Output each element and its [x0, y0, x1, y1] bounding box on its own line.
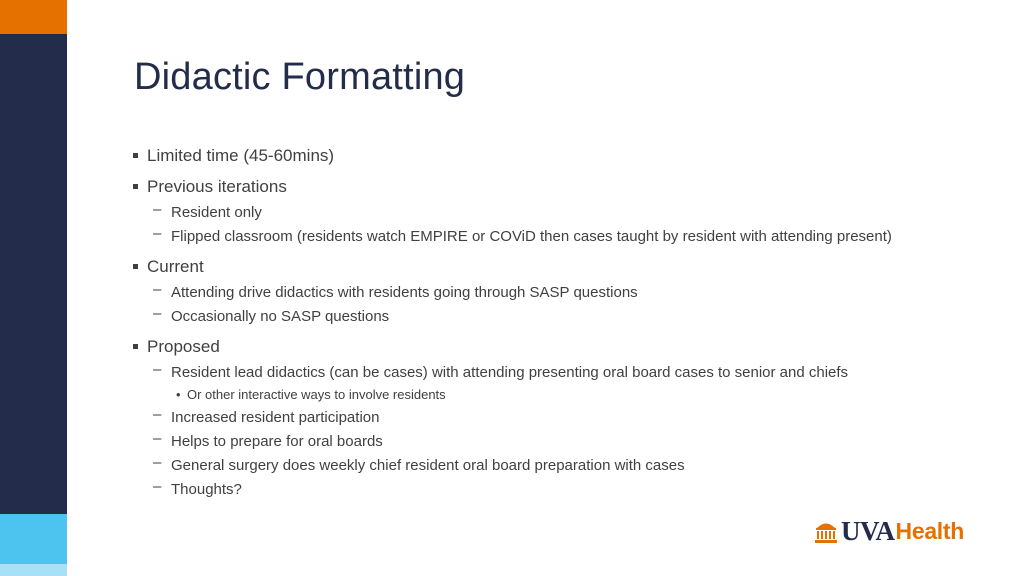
dash-bullet-icon: –: [153, 305, 162, 322]
bullet-level2: [133, 432, 993, 452]
bullet-level2: [133, 307, 993, 327]
bullet-level2: [133, 283, 993, 303]
section-limited-time: [133, 145, 993, 167]
dash-bullet-icon: –: [153, 225, 162, 242]
bullet-level2: [133, 227, 993, 247]
dash-bullet-icon: –: [153, 361, 162, 378]
section-previous-iterations: [133, 176, 993, 247]
dash-bullet-icon: –: [153, 454, 162, 471]
rotunda-icon: [815, 519, 837, 543]
bullet-text: Resident lead didactics (can be cases) with attending presenting oral board cases to senior and chiefs: [171, 364, 849, 381]
dash-bullet-icon: –: [153, 478, 162, 495]
bullet-level2: [133, 480, 993, 500]
uva-health-logo: [815, 516, 964, 546]
sidebar-orange-band: [0, 0, 67, 34]
bullet-text: General surgery does weekly chief resident oral board preparation with cases: [171, 457, 685, 474]
bullet-level2: [133, 408, 993, 428]
bullet-level3: [133, 386, 993, 404]
bullet-text: Proposed: [147, 337, 220, 356]
bullet-level2: [133, 363, 993, 383]
dash-bullet-icon: –: [153, 281, 162, 298]
bullet-text: Current: [147, 257, 204, 276]
dot-bullet-icon: •: [176, 387, 181, 402]
bullet-text: Occasionally no SASP questions: [171, 308, 390, 325]
sidebar-cyan-band: [0, 514, 67, 564]
bullet-text: Or other interactive ways to involve residents: [187, 387, 446, 402]
sidebar-navy-band: [0, 34, 67, 514]
square-bullet-icon: [133, 153, 138, 158]
bullet-level1: [133, 336, 993, 358]
slide-title: Didactic Formatting: [134, 56, 466, 98]
dash-bullet-icon: –: [153, 406, 162, 423]
logo-health-text: Health: [895, 517, 965, 544]
section-current: [133, 256, 993, 327]
section-proposed: [133, 336, 993, 500]
logo-uva-text: UVA: [841, 515, 895, 546]
square-bullet-icon: [133, 344, 138, 349]
dash-bullet-icon: –: [153, 430, 162, 447]
square-bullet-icon: [133, 184, 138, 189]
slide-content: [133, 145, 993, 509]
bullet-level1: [133, 176, 993, 198]
bullet-text: Resident only: [171, 204, 262, 221]
bullet-text: Previous iterations: [147, 177, 287, 196]
bullet-level2: [133, 203, 993, 223]
bullet-level2: [133, 456, 993, 476]
bullet-text: Attending drive didactics with residents going through SASP questions: [171, 284, 638, 301]
dash-bullet-icon: –: [153, 201, 162, 218]
square-bullet-icon: [133, 264, 138, 269]
bullet-text: Increased resident participation: [171, 409, 380, 426]
bullet-level1: [133, 145, 993, 167]
bullet-text: Helps to prepare for oral boards: [171, 433, 383, 450]
bullet-text: Thoughts?: [171, 481, 242, 498]
sidebar-light-cyan-band: [0, 564, 67, 576]
bullet-level1: [133, 256, 993, 278]
bullet-text: Limited time (45-60mins): [147, 146, 335, 165]
bullet-text: Flipped classroom (residents watch EMPIRE or COViD then cases taught by resident with attending present): [171, 228, 892, 245]
